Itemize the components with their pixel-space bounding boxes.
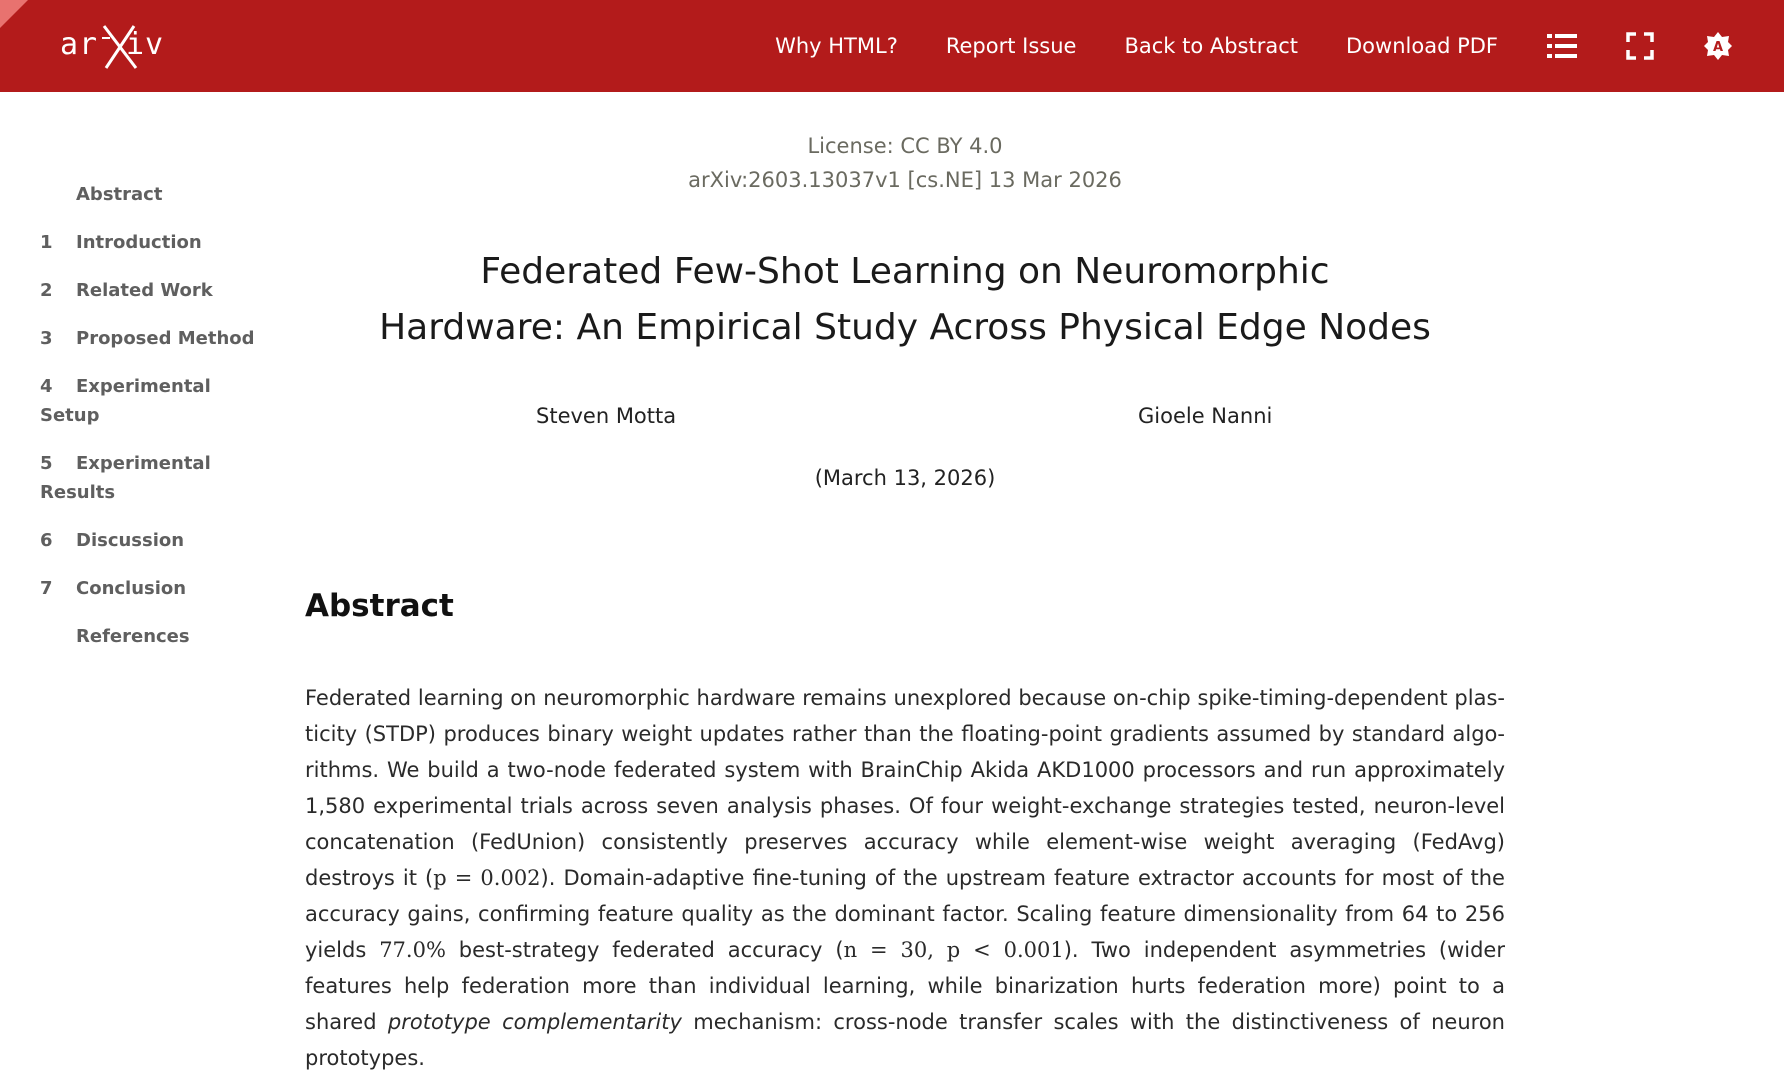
header-corner-accent <box>0 0 28 28</box>
toc-item-number: 6 <box>40 530 53 551</box>
toc-item-conclusion[interactable] <box>40 574 270 603</box>
svg-text:iv: iv <box>126 27 165 62</box>
emphasized-term: prototype complementarity <box>387 1010 682 1034</box>
math-n-p: n = 30, p < 0.001 <box>843 938 1064 962</box>
toc-item-label: References <box>76 626 190 647</box>
arxiv-identifier: arXiv:2603.13037v1 [cs.NE] 13 Mar 2026 <box>688 168 1122 192</box>
title-block <box>305 244 1505 356</box>
fullscreen-icon[interactable] <box>1624 30 1656 62</box>
report-issue-link[interactable]: Report Issue <box>945 34 1077 58</box>
abstract-segment: Federated learning on neuromorphic hardware remains unexplored because on-chip spike-timing-dependent plasticity (STDP) produces binary weight updates rather than the floating-point gradients assumed by standard algorithms. We build a two-node federated system with BrainChip Akida AKD1000 processors and run approximately 1,580 experimental trials across seven analysis phases. Of four weight-exchange strategies tested, neuron-level concatenation (FedUnion) consistently preserves accuracy while element-wise weight averaging (FedAvg) destroys it ( <box>305 686 1505 890</box>
svg-text:A: A <box>1712 40 1724 55</box>
toc-item-number: 3 <box>40 328 53 349</box>
download-pdf-link[interactable]: Download PDF <box>1346 34 1498 58</box>
paper-title-line-1: Federated Few-Shot Learning on Neuromorphic <box>480 251 1330 292</box>
abstract-heading: Abstract <box>305 588 454 624</box>
toc-item-label: Introduction <box>76 232 202 253</box>
abstract-segment: best-strategy federated accuracy ( <box>445 938 844 962</box>
author-name: Steven Motta <box>536 404 677 428</box>
theme-toggle-icon[interactable] <box>1702 30 1734 62</box>
toc-item-label: Related Work <box>76 280 213 301</box>
abstract-segment: ). Two independent asymmetries (wider features help federation more than individual learning, while binarization hurts federation more) point to a shared <box>305 938 1505 1034</box>
abstract-text <box>305 680 1505 1076</box>
toc-item-label: Conclusion <box>76 578 187 599</box>
math-p-value: p = 0.002 <box>433 866 541 890</box>
paper-date: (March 13, 2026) <box>814 466 996 490</box>
toc-item-discussion[interactable] <box>40 526 270 555</box>
toc-item-experimental-setup[interactable] <box>40 372 230 430</box>
toc-list-icon[interactable] <box>1546 30 1578 62</box>
toc-item-number: 2 <box>40 280 53 301</box>
paper-content <box>305 92 1505 1070</box>
license-text: License: CC BY 4.0 <box>807 134 1003 158</box>
toc-item-label: Abstract <box>76 184 163 205</box>
license-block <box>305 129 1505 197</box>
top-bar <box>0 0 1784 92</box>
toc-item-proposed-method[interactable] <box>40 324 270 353</box>
toc-item-references[interactable] <box>40 622 270 651</box>
paper-title-line-2: Hardware: An Empirical Study Across Physical Edge Nodes <box>379 307 1431 348</box>
toc-item-number: 1 <box>40 232 53 253</box>
header-nav <box>775 0 1784 92</box>
toc-item-experimental-results[interactable] <box>40 449 230 507</box>
toc-item-number: 4 <box>40 376 53 397</box>
toc-item-label: Discussion <box>76 530 185 551</box>
toc-item-label: Experimental Results <box>40 453 211 503</box>
toc-item-number: 7 <box>40 578 53 599</box>
abstract-segment: ). Domain-adaptive fine-tuning of the upstream feature extractor accounts for most of the accuracy gains, confirming feature quality as the dominant factor. Scaling feature dimensionality from 64 to 256 yields <box>305 866 1505 962</box>
toc-item-number: 5 <box>40 453 53 474</box>
toc-item-abstract[interactable] <box>40 180 270 209</box>
author-name: Gioele Nanni <box>1138 404 1273 428</box>
paper-title <box>305 244 1505 356</box>
why-html-link[interactable]: Why HTML? <box>775 34 898 58</box>
arxiv-logo[interactable] <box>60 18 175 74</box>
math-accuracy: 77.0% <box>379 938 446 962</box>
table-of-contents <box>40 180 270 670</box>
back-to-abstract-link[interactable]: Back to Abstract <box>1124 34 1299 58</box>
toc-item-introduction[interactable] <box>40 228 270 257</box>
abstract-segment: mechanism: cross-node transfer scales with the distinctiveness of neuron prototypes. <box>305 1010 1505 1070</box>
toc-item-label: Proposed Method <box>76 328 255 349</box>
toc-item-related-work[interactable] <box>40 276 270 305</box>
toc-item-label: Experimental Setup <box>40 376 211 426</box>
svg-text:ar: ar <box>60 27 99 62</box>
